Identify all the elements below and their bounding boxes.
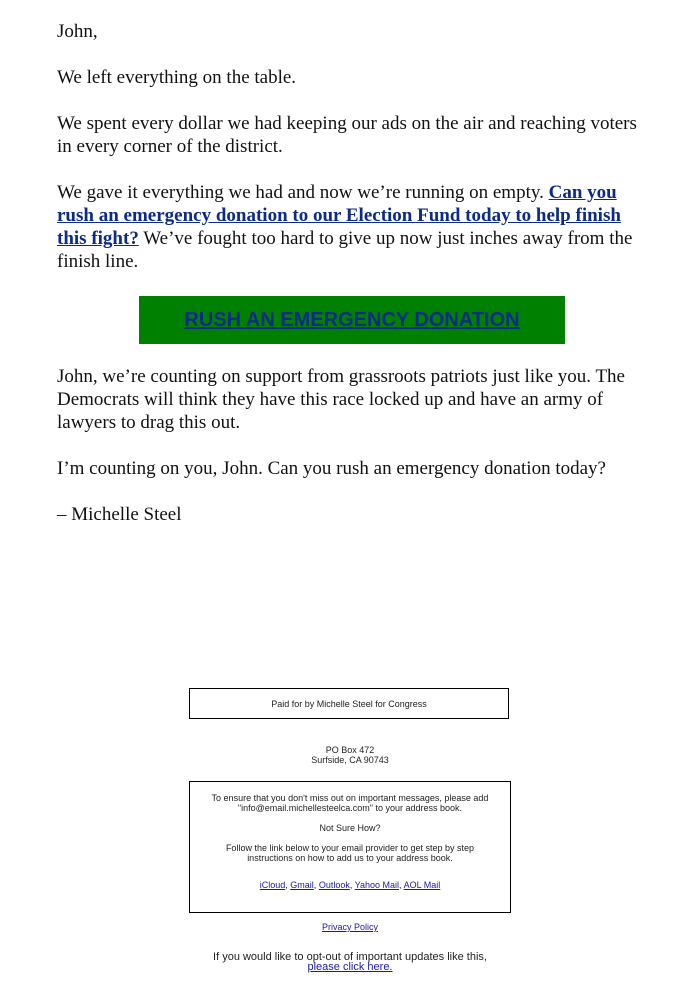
not-sure-text: Not Sure How? <box>319 823 381 833</box>
follow-text: Follow the link below to your email provider to get step by step instructions on how to add us to your address book. <box>225 843 475 863</box>
aol-mail-link[interactable]: AOL Mail <box>403 880 441 890</box>
outlook-link[interactable]: Outlook <box>318 880 350 890</box>
emergency-donation-button[interactable]: RUSH AN EMERGENCY DONATION <box>139 296 565 344</box>
mailing-address <box>0 745 700 765</box>
paragraph-3-lead: We gave it everything we had and now we’re running on empty. <box>57 182 549 203</box>
opt-out-row <box>0 952 700 972</box>
cta-container <box>57 296 647 344</box>
donation-text-link[interactable]: Can you rush an emergency donation to our Election Fund today to help finish this fight? <box>57 182 621 249</box>
paid-for-text: Paid for by Michelle Steel for Congress <box>271 698 427 709</box>
yahoo-mail-link[interactable]: Yahoo Mail <box>354 880 400 890</box>
paragraph-3 <box>57 181 647 273</box>
paragraph-4: John, we’re counting on support from grassroots patriots just like you. The Democrats will think they have this race locked up and have an army of lawyers to drag this out. <box>57 366 625 433</box>
address-book-box <box>189 781 511 913</box>
provider-links: iCloud, Gmail, Outlook, Yahoo Mail, AOL Mail <box>259 880 441 890</box>
gmail-link[interactable]: Gmail <box>290 880 314 890</box>
paragraph-2: We spent every dollar we had keeping our ads on the air and reaching voters in every corner of the district. <box>57 113 637 157</box>
icloud-link[interactable]: iCloud <box>259 880 286 890</box>
email-body <box>57 20 647 549</box>
opt-out-link[interactable]: please click here. <box>307 961 393 973</box>
signature: – Michelle Steel <box>57 504 182 525</box>
opt-out-text: If you would like to opt-out of important updates like this, <box>213 951 487 963</box>
ensure-text: To ensure that you don't miss out on important messages, please add "info@email.michellesteelca.com" to your address book. <box>211 793 489 813</box>
paragraph-1: We left everything on the table. <box>57 67 297 88</box>
privacy-policy-link[interactable]: Privacy Policy <box>321 922 378 932</box>
paragraph-3-tail: We’ve fought too hard to give up now just inches away from the finish line. <box>57 228 633 272</box>
address-line-1: PO Box 472 <box>325 745 375 755</box>
privacy-row <box>0 922 700 932</box>
address-line-2: Surfside, CA 90743 <box>311 755 389 765</box>
paid-for-box <box>189 688 509 719</box>
greeting: John, <box>57 21 98 42</box>
paragraph-5: I’m counting on you, John. Can you rush an emergency donation today? <box>57 458 606 479</box>
